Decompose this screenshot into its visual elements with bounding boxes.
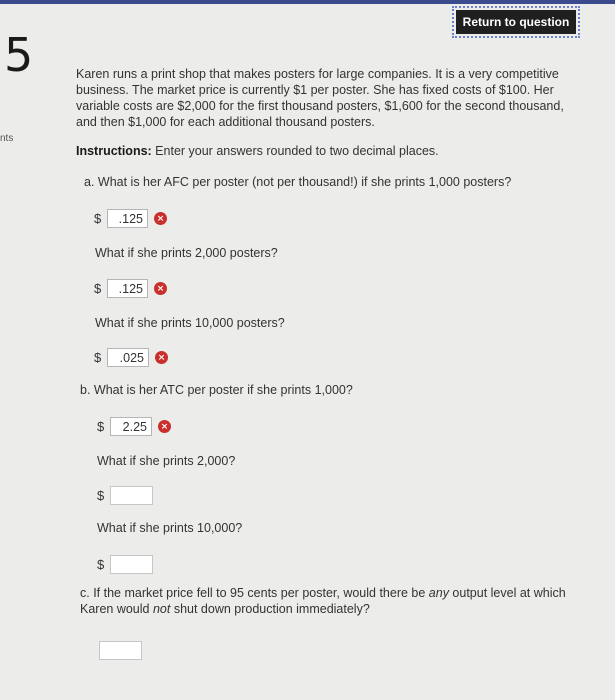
question-number: 5 bbox=[4, 28, 34, 82]
part-b-followup-2: What if she prints 2,000? bbox=[97, 454, 236, 468]
part-a-followup-2: What if she prints 2,000 posters? bbox=[95, 246, 278, 260]
part-b-followup-3: What if she prints 10,000? bbox=[97, 521, 243, 535]
part-b-answer-1-input[interactable]: 2.25 bbox=[110, 417, 152, 436]
currency-symbol: $ bbox=[94, 350, 102, 365]
part-c-question-end: shut down production immediately? bbox=[170, 602, 370, 616]
incorrect-icon: × bbox=[158, 420, 171, 433]
currency-symbol: $ bbox=[97, 488, 105, 503]
incorrect-icon: × bbox=[154, 212, 167, 225]
currency-symbol: $ bbox=[94, 281, 102, 296]
part-b-answer-2-input[interactable] bbox=[110, 486, 153, 505]
part-c-emphasis-not: not bbox=[152, 602, 171, 616]
part-c-answer-input[interactable] bbox=[99, 641, 142, 660]
instructions bbox=[76, 144, 439, 158]
part-a-followup-3: What if she prints 10,000 posters? bbox=[95, 316, 285, 330]
currency-symbol: $ bbox=[97, 419, 105, 434]
incorrect-icon: × bbox=[154, 282, 167, 295]
currency-symbol: $ bbox=[94, 211, 102, 226]
incorrect-icon: × bbox=[155, 351, 168, 364]
part-a-question: a. What is her AFC per poster (not per thousand!) if she prints 1,000 posters? bbox=[84, 175, 512, 189]
problem-statement: Karen runs a print shop that makes posters for large companies. It is a very competitive business. The market price is currently $1 per poster. She has fixed costs of $100. Her variable costs are $2,000 for the first thousand posters, $1,600 for the second thousand, and then $1,000 for each additional thousand posters. bbox=[76, 67, 564, 129]
return-to-question-button[interactable]: Return to question bbox=[456, 10, 576, 34]
instructions-label: Instructions: bbox=[76, 144, 152, 158]
part-b-answer-3-input[interactable] bbox=[110, 555, 153, 574]
part-c-question bbox=[80, 585, 600, 617]
part-b-question: b. What is her ATC per poster if she prints 1,000? bbox=[80, 383, 353, 397]
points-side-label: nts bbox=[0, 133, 14, 144]
part-c-question-middle: output level at which Karen would bbox=[80, 586, 566, 616]
part-a-answer-2-input[interactable]: .125 bbox=[107, 279, 148, 298]
instructions-text: Enter your answers rounded to two decimal places. bbox=[151, 144, 439, 158]
part-a-answer-3-input[interactable]: .025 bbox=[107, 348, 149, 367]
part-c-question-start: c. If the market price fell to 95 cents per poster, would there be bbox=[80, 586, 429, 600]
part-c-emphasis-any: any bbox=[428, 586, 449, 600]
top-accent-bar bbox=[0, 0, 615, 4]
part-a-answer-1-input[interactable]: .125 bbox=[107, 209, 148, 228]
currency-symbol: $ bbox=[97, 557, 105, 572]
